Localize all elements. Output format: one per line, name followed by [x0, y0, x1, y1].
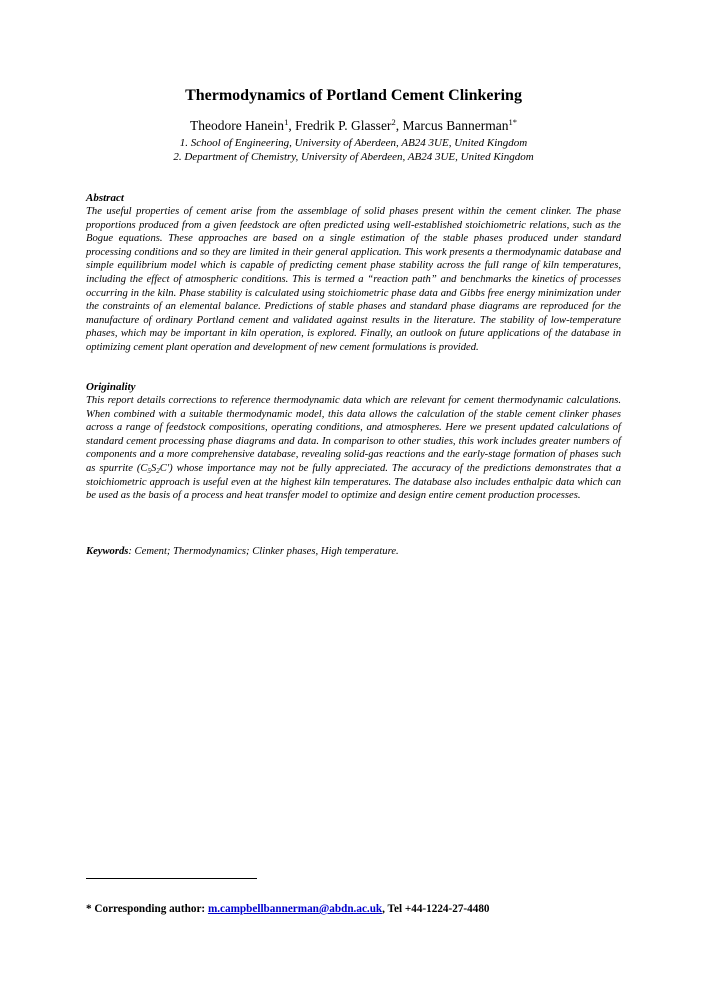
footnote-divider	[86, 878, 257, 879]
originality-text	[86, 394, 621, 503]
keywords-line	[86, 545, 621, 559]
author-email-link[interactable]: m.campbellbannerman@abdn.ac.uk	[207, 903, 383, 915]
author-affiliation-mark: 2	[391, 117, 396, 127]
footnote-phone: , Tel +44-1224-27-4480	[382, 903, 490, 915]
author-name: Marcus Bannerman	[402, 118, 509, 133]
corresponding-author-footnote	[86, 902, 490, 916]
author-name: Theodore Hanein	[189, 118, 285, 133]
paper-title: Thermodynamics of Portland Cement Clinkering	[185, 87, 522, 104]
author-list	[0, 117, 707, 135]
author-separator: ,	[288, 118, 296, 133]
author-separator: ,	[395, 118, 403, 133]
keywords-label: Keywords	[86, 546, 129, 557]
footnote-label: * Corresponding author:	[86, 903, 208, 915]
originality-heading: Originality	[86, 381, 136, 393]
spurrite-formula: $C_5S_2C'$	[140, 462, 170, 475]
originality-text-part: ) whose importance may not be fully appreciated. The accuracy of the predictions demonstrates that a stoichiometric approach is useful even at the highest kiln temperatures. The database also includes enthalpic data which can be used as the basis of a process and heat transfer model to optimize and design entire cement production processes.	[86, 462, 621, 502]
affiliation-2: 2. Department of Chemistry, University of Aberdeen, AB24 3UE, United Kingdom	[173, 151, 534, 163]
affiliation-1: 1. School of Engineering, University of Aberdeen, AB24 3UE, United Kingdom	[179, 137, 528, 149]
keywords-text: : Cement; Thermodynamics; Clinker phases, High temperature.	[128, 546, 399, 557]
originality-text-part: This report details corrections to reference thermodynamic data which are relevant for cement thermodynamic calculations. When combined with a suitable thermodynamic model, this data allows the calculation of the stable cement clinker phases across a range of feedstock compositions, operating conditions, and atmospheres. Here we present updated calculations of standard cement processing phase diagrams and data. In comparison to other studies, this work includes greater numbers of components and a more comprehensive database, revealing solid-gas reactions and the early-stage formation of phases such as spurrite (	[86, 395, 621, 474]
author-affiliation-mark: 1	[284, 117, 289, 127]
author-name: Fredrik P. Glasser	[295, 118, 392, 133]
abstract-heading: Abstract	[86, 192, 124, 204]
abstract-text: The useful properties of cement arise from the assemblage of solid phases present within the cement clinker. The phase proportions produced from a given feedstock are often predicted using well-established stoichiometric relations, such as the Bogue equations. These approaches are based on a single estimation of the stable phases produced under standard processing conditions and so they are limited in their general application. This work presents a thermodynamic database and simple equilibrium model which is capable of predicting cement phase stability across the full range of kiln temperatures, including the effect of atmospheric conditions. This is termed a “reaction path” and benchmarks the kinetics of processes occurring in the kiln. Phase stability is calculated using stoichiometric phase data and Gibbs free energy minimization under the constraints of an elemental balance. Predictions of stable phases and standard phase diagrams are reproduced for the manufacture of ordinary Portland cement and validated against results in the literature. The stability of low-temperature phases, which may be important in kiln operation, is explored. Finally, an outlook on future applications of the database in optimizing cement plant operation and development of new cement formulations is provided.	[86, 206, 621, 353]
author-affiliation-mark: 1*	[508, 117, 518, 127]
